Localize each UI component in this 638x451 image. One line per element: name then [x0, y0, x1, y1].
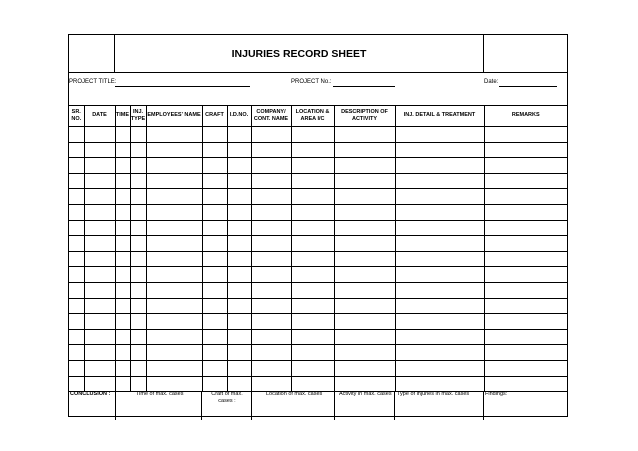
table-cell[interactable]	[202, 267, 227, 283]
table-cell[interactable]	[484, 142, 567, 158]
table-cell[interactable]	[84, 345, 115, 361]
table-cell[interactable]	[251, 204, 291, 220]
table-cell[interactable]	[334, 329, 395, 345]
table-cell[interactable]	[146, 360, 202, 376]
table-cell[interactable]	[227, 236, 251, 252]
table-cell[interactable]	[291, 204, 334, 220]
table-cell[interactable]	[146, 204, 202, 220]
injuries-table	[69, 105, 567, 392]
table-cell[interactable]	[84, 282, 115, 298]
table-cell[interactable]	[84, 173, 115, 189]
table-cell[interactable]	[84, 158, 115, 174]
table-cell[interactable]	[146, 127, 202, 143]
table-cell[interactable]	[227, 127, 251, 143]
table-cell[interactable]	[130, 236, 146, 252]
table-row	[69, 220, 567, 236]
table-cell[interactable]	[291, 142, 334, 158]
table-cell[interactable]	[69, 360, 84, 376]
table-cell[interactable]	[227, 220, 251, 236]
table-cell[interactable]	[395, 142, 484, 158]
table-cell[interactable]	[395, 189, 484, 205]
col-craft: CRAFT	[202, 105, 227, 127]
table-cell[interactable]	[291, 158, 334, 174]
table-cell[interactable]	[130, 360, 146, 376]
table-cell[interactable]	[84, 204, 115, 220]
table-cell[interactable]	[69, 345, 84, 361]
table-cell[interactable]	[251, 345, 291, 361]
table-cell[interactable]	[227, 142, 251, 158]
table-cell[interactable]	[291, 360, 334, 376]
table-cell[interactable]	[115, 158, 130, 174]
table-cell[interactable]	[130, 345, 146, 361]
table-cell[interactable]	[146, 189, 202, 205]
table-cell[interactable]	[484, 329, 567, 345]
table-cell[interactable]	[202, 298, 227, 314]
table-cell[interactable]	[84, 314, 115, 330]
table-cell[interactable]	[130, 282, 146, 298]
table-cell[interactable]	[291, 236, 334, 252]
col-sr-no: SR. NO.	[69, 105, 84, 127]
table-row	[69, 127, 567, 143]
project-title-label: PROJECT TITLE:	[69, 79, 117, 85]
table-cell[interactable]	[84, 251, 115, 267]
project-title-field[interactable]	[115, 86, 250, 87]
col-location: LOCATION & AREA I/C	[291, 105, 334, 127]
table-cell[interactable]	[69, 127, 84, 143]
col-inj-detail: INJ. DETAIL & TREATMENT	[395, 105, 484, 127]
table-cell[interactable]	[84, 329, 115, 345]
table-cell[interactable]	[84, 189, 115, 205]
col-description: DESCRIPTION OF ACTIVITY	[334, 105, 395, 127]
table-cell[interactable]	[227, 360, 251, 376]
table-cell[interactable]	[115, 345, 130, 361]
table-row	[69, 345, 567, 361]
table-cell[interactable]	[202, 282, 227, 298]
table-cell[interactable]	[202, 314, 227, 330]
table-cell[interactable]	[395, 173, 484, 189]
table-cell[interactable]	[202, 329, 227, 345]
table-cell[interactable]	[130, 189, 146, 205]
table-cell[interactable]	[84, 127, 115, 143]
table-row	[69, 282, 567, 298]
table-cell[interactable]	[291, 267, 334, 283]
table-cell[interactable]	[115, 236, 130, 252]
table-cell[interactable]	[130, 314, 146, 330]
table-cell[interactable]	[251, 142, 291, 158]
table-row	[69, 189, 567, 205]
table-row	[69, 158, 567, 174]
table-cell[interactable]	[115, 329, 130, 345]
table-cell[interactable]	[146, 220, 202, 236]
table-cell[interactable]	[484, 360, 567, 376]
table-row	[69, 314, 567, 330]
table-cell[interactable]	[484, 204, 567, 220]
table-cell[interactable]	[395, 236, 484, 252]
col-inj-type: INJ. TYPE	[130, 105, 146, 127]
table-cell[interactable]	[115, 360, 130, 376]
table-cell[interactable]	[115, 220, 130, 236]
table-cell[interactable]	[130, 173, 146, 189]
table-cell[interactable]	[291, 298, 334, 314]
table-cell[interactable]	[146, 236, 202, 252]
table-cell[interactable]	[69, 251, 84, 267]
table-cell[interactable]	[69, 189, 84, 205]
table-cell[interactable]	[484, 127, 567, 143]
table-cell[interactable]	[395, 314, 484, 330]
injury-type-max-cases: Type of injuries in max. cases	[397, 391, 470, 397]
table-cell[interactable]	[334, 220, 395, 236]
table-cell[interactable]	[202, 251, 227, 267]
table-cell[interactable]	[130, 142, 146, 158]
table-cell[interactable]	[115, 282, 130, 298]
table-cell[interactable]	[291, 282, 334, 298]
table-cell[interactable]	[130, 298, 146, 314]
title-row	[69, 35, 567, 73]
table-cell[interactable]	[334, 127, 395, 143]
table-cell[interactable]	[251, 360, 291, 376]
table-cell[interactable]	[227, 298, 251, 314]
table-cell[interactable]	[69, 173, 84, 189]
table-cell[interactable]	[202, 127, 227, 143]
table-cell[interactable]	[146, 345, 202, 361]
table-cell[interactable]	[130, 251, 146, 267]
table-cell[interactable]	[395, 158, 484, 174]
table-cell[interactable]	[395, 251, 484, 267]
project-info-row	[69, 72, 567, 106]
table-cell[interactable]	[130, 204, 146, 220]
table-cell[interactable]	[227, 251, 251, 267]
table-cell[interactable]	[146, 251, 202, 267]
findings-label: Findings:	[485, 391, 508, 397]
table-cell[interactable]	[202, 220, 227, 236]
table-cell[interactable]	[395, 204, 484, 220]
table-cell[interactable]	[146, 267, 202, 283]
activity-max-cases: Activity in max. cases	[339, 391, 392, 397]
table-cell[interactable]	[484, 282, 567, 298]
table-cell[interactable]	[291, 329, 334, 345]
table-cell[interactable]	[334, 251, 395, 267]
table-cell[interactable]	[251, 158, 291, 174]
table-cell[interactable]	[251, 251, 291, 267]
table-cell[interactable]	[484, 345, 567, 361]
sheet-title: INJURIES RECORD SHEET	[231, 47, 367, 60]
table-cell[interactable]	[395, 360, 484, 376]
table-cell[interactable]	[395, 345, 484, 361]
col-time: TIME	[115, 105, 130, 127]
table-cell[interactable]	[69, 282, 84, 298]
table-cell[interactable]	[69, 158, 84, 174]
table-cell[interactable]	[395, 298, 484, 314]
table-cell[interactable]	[227, 173, 251, 189]
table-cell[interactable]	[334, 158, 395, 174]
table-row	[69, 360, 567, 376]
table-cell[interactable]	[291, 127, 334, 143]
date-label: Date:	[484, 79, 499, 85]
table-cell[interactable]	[334, 236, 395, 252]
table-cell[interactable]	[84, 360, 115, 376]
col-company: COMPANY/ CONT. NAME	[251, 105, 291, 127]
table-cell[interactable]	[115, 127, 130, 143]
title-left-cell	[69, 35, 115, 72]
table-cell[interactable]	[202, 236, 227, 252]
table-cell[interactable]	[484, 298, 567, 314]
table-cell[interactable]	[202, 173, 227, 189]
table-row	[69, 298, 567, 314]
table-cell[interactable]	[202, 158, 227, 174]
table-cell[interactable]	[146, 173, 202, 189]
table-cell[interactable]	[291, 189, 334, 205]
table-cell[interactable]	[291, 173, 334, 189]
table-cell[interactable]	[84, 220, 115, 236]
table-cell[interactable]	[251, 220, 291, 236]
table-cell[interactable]	[251, 189, 291, 205]
table-cell[interactable]	[69, 142, 84, 158]
table-cell[interactable]	[227, 314, 251, 330]
table-cell[interactable]	[395, 220, 484, 236]
table-cell[interactable]	[130, 220, 146, 236]
table-cell[interactable]	[251, 298, 291, 314]
table-cell[interactable]	[227, 329, 251, 345]
table-cell[interactable]	[334, 142, 395, 158]
table-cell[interactable]	[484, 236, 567, 252]
table-cell[interactable]	[227, 282, 251, 298]
table-cell[interactable]	[334, 189, 395, 205]
time-max-cases: Time of max. cases	[136, 391, 184, 397]
project-no-label: PROJECT No.:	[291, 79, 332, 85]
table-cell[interactable]	[395, 267, 484, 283]
table-cell[interactable]	[130, 127, 146, 143]
table-cell[interactable]	[146, 298, 202, 314]
table-cell[interactable]	[334, 298, 395, 314]
table-cell[interactable]	[202, 345, 227, 361]
table-cell[interactable]	[227, 267, 251, 283]
table-cell[interactable]	[115, 314, 130, 330]
table-cell[interactable]	[69, 314, 84, 330]
table-cell[interactable]	[146, 329, 202, 345]
col-date: DATE	[84, 105, 115, 127]
table-cell[interactable]	[251, 314, 291, 330]
table-cell[interactable]	[334, 204, 395, 220]
table-cell[interactable]	[484, 173, 567, 189]
table-cell[interactable]	[202, 189, 227, 205]
table-row	[69, 173, 567, 189]
col-remarks: REMARKS	[484, 105, 567, 127]
injuries-record-sheet	[68, 34, 568, 417]
table-cell[interactable]	[484, 220, 567, 236]
table-row	[69, 329, 567, 345]
table-cell[interactable]	[251, 282, 291, 298]
table-cell[interactable]	[334, 282, 395, 298]
table-cell[interactable]	[202, 204, 227, 220]
table-cell[interactable]	[115, 267, 130, 283]
table-cell[interactable]	[115, 251, 130, 267]
table-cell[interactable]	[84, 236, 115, 252]
table-cell[interactable]	[202, 142, 227, 158]
table-cell[interactable]	[227, 345, 251, 361]
table-cell[interactable]	[227, 204, 251, 220]
table-row	[69, 251, 567, 267]
table-cell[interactable]	[334, 345, 395, 361]
table-cell[interactable]	[395, 282, 484, 298]
table-cell[interactable]	[227, 189, 251, 205]
table-cell[interactable]	[115, 142, 130, 158]
conclusion-row	[69, 387, 567, 416]
table-cell[interactable]	[115, 298, 130, 314]
table-cell[interactable]	[484, 267, 567, 283]
location-max-cases: Location of max. cases	[266, 391, 323, 397]
table-row	[69, 142, 567, 158]
table-cell[interactable]	[334, 267, 395, 283]
table-cell[interactable]	[115, 189, 130, 205]
table-cell[interactable]	[115, 204, 130, 220]
col-id-no: I.D.NO.	[227, 105, 251, 127]
table-cell[interactable]	[130, 267, 146, 283]
table-header-row	[69, 105, 567, 127]
table-row	[69, 204, 567, 220]
table-cell[interactable]	[84, 142, 115, 158]
table-cell[interactable]	[84, 298, 115, 314]
table-cell[interactable]	[395, 329, 484, 345]
table-cell[interactable]	[291, 251, 334, 267]
table-cell[interactable]	[484, 189, 567, 205]
table-cell[interactable]	[146, 142, 202, 158]
date-field[interactable]	[499, 86, 557, 87]
table-cell[interactable]	[146, 158, 202, 174]
col-employee-name: EMPLOYEES' NAME	[146, 105, 202, 127]
table-cell[interactable]	[251, 127, 291, 143]
table-cell[interactable]	[202, 360, 227, 376]
table-cell[interactable]	[484, 251, 567, 267]
table-cell[interactable]	[395, 127, 484, 143]
title-right-cell	[483, 35, 568, 72]
table-cell[interactable]	[69, 298, 84, 314]
table-row	[69, 267, 567, 283]
table-cell[interactable]	[484, 158, 567, 174]
table-cell[interactable]	[251, 173, 291, 189]
table-cell[interactable]	[69, 267, 84, 283]
table-cell[interactable]	[291, 314, 334, 330]
table-cell[interactable]	[334, 360, 395, 376]
table-cell[interactable]	[251, 267, 291, 283]
craft-max-cases: Craft of max. cases :	[211, 391, 243, 404]
table-cell[interactable]	[84, 267, 115, 283]
table-cell[interactable]	[69, 204, 84, 220]
project-no-field[interactable]	[333, 86, 395, 87]
table-cell[interactable]	[227, 158, 251, 174]
table-cell[interactable]	[69, 329, 84, 345]
table-row	[69, 236, 567, 252]
table-cell[interactable]	[291, 220, 334, 236]
table-cell[interactable]	[115, 173, 130, 189]
table-cell[interactable]	[484, 314, 567, 330]
table-cell[interactable]	[334, 173, 395, 189]
table-cell[interactable]	[251, 329, 291, 345]
table-cell[interactable]	[291, 345, 334, 361]
table-cell[interactable]	[146, 282, 202, 298]
table-cell[interactable]	[69, 236, 84, 252]
table-cell[interactable]	[146, 314, 202, 330]
table-cell[interactable]	[130, 158, 146, 174]
table-cell[interactable]	[130, 329, 146, 345]
conclusion-label: CONCLUSION :	[70, 391, 111, 397]
table-cell[interactable]	[251, 236, 291, 252]
table-cell[interactable]	[334, 314, 395, 330]
table-cell[interactable]	[69, 220, 84, 236]
